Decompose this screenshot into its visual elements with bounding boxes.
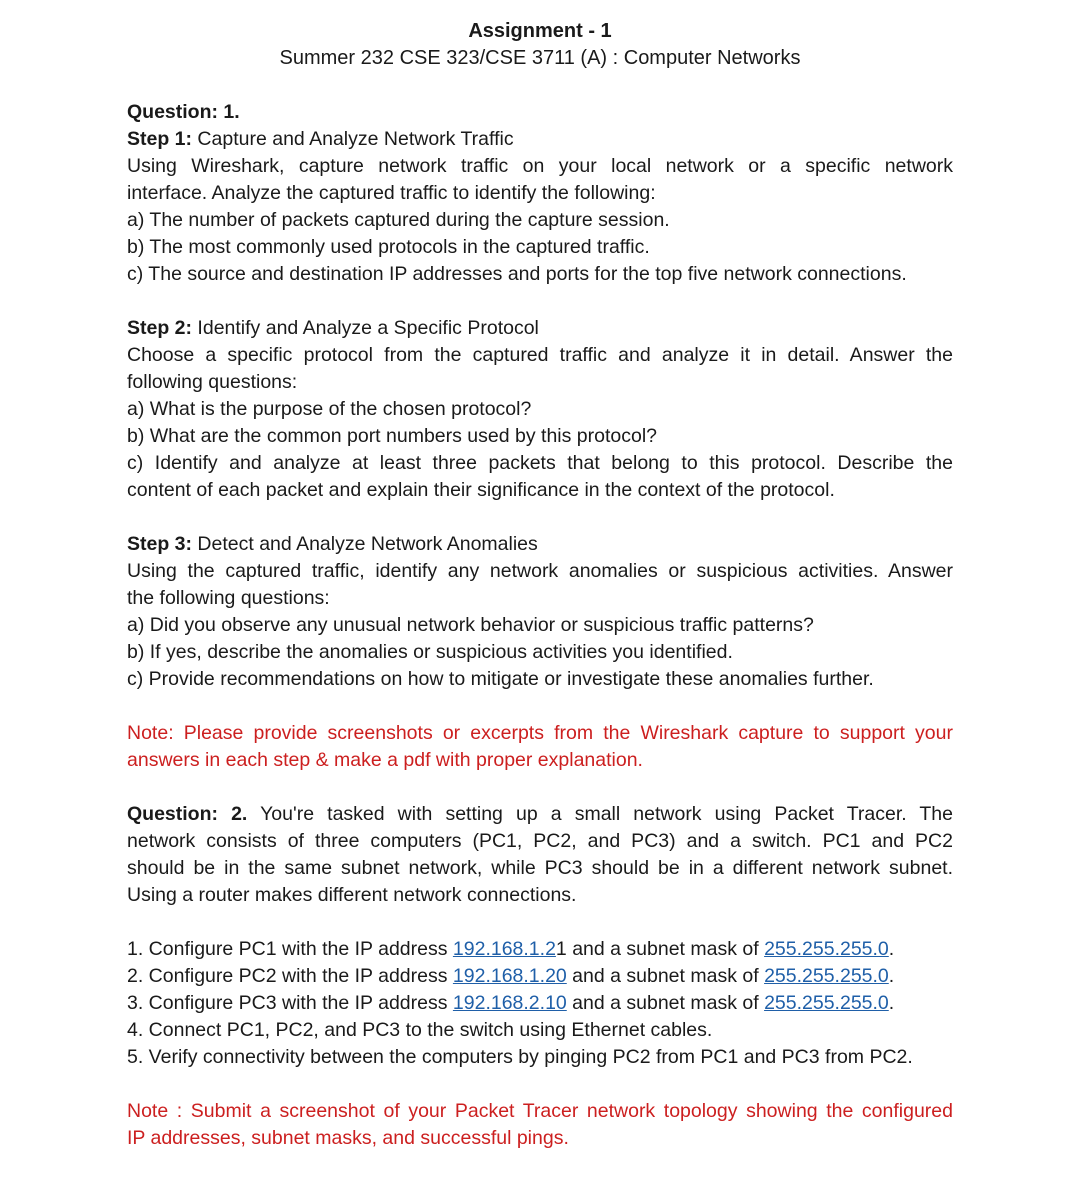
step-1-item-b: b) The most commonly used protocols in the captured traffic.: [127, 236, 650, 258]
step-2-heading: Step 2: Identify and Analyze a Specific Protocol: [127, 317, 539, 339]
step-2-item-c-line-1: c) Identify and analyze at least three packets that belong to this protocol. Describe the: [127, 452, 953, 474]
step-2-item-c-line-2: content of each packet and explain their significance in the context of the protocol.: [127, 479, 835, 501]
question-2-intro-line-3: should be in the same subnet network, while PC3 should be in a different network subnet.: [127, 857, 953, 879]
question-1-note-line-2: answers in each step & make a pdf with proper explanation.: [127, 749, 643, 771]
task-item-3: 3. Configure PC3 with the IP address 192.168.2.10 and a subnet mask of 255.255.255.0.: [127, 992, 895, 1014]
step-3-item-b: b) If yes, describe the anomalies or suspicious activities you identified.: [127, 641, 733, 663]
question-2-intro-line-2: network consists of three computers (PC1, PC2, and PC3) and a switch. PC1 and PC2: [127, 830, 953, 852]
step-2-item-a: a) What is the purpose of the chosen protocol?: [127, 398, 532, 420]
question-2-note-line-2: IP addresses, subnet masks, and successful pings.: [127, 1127, 569, 1149]
step-1-item-c: c) The source and destination IP addresses and ports for the top five network connections.: [127, 263, 907, 285]
pc2-ip-link[interactable]: 192.168.1.20: [452, 965, 567, 987]
question-1-note-line-1: Note: Please provide screenshots or excerpts from the Wireshark capture to support your: [127, 722, 953, 744]
step-2-intro-line-1: Choose a specific protocol from the captured traffic and analyze it in detail. Answer the: [127, 344, 953, 366]
step-3-intro-line-1: Using the captured traffic, identify any network anomalies or suspicious activities. Answer: [127, 560, 953, 582]
course-subtitle: Summer 232 CSE 323/CSE 3711 (A) : Computer Networks: [279, 47, 801, 69]
pc1-mask-link[interactable]: 255.255.255.0: [764, 938, 889, 960]
question-1-label: Question: 1.: [127, 101, 240, 123]
pc1-ip-link[interactable]: 192.168.1.2: [452, 938, 556, 960]
step-3-item-a: a) Did you observe any unusual network behavior or suspicious traffic patterns?: [127, 614, 814, 636]
task-item-2: 2. Configure PC2 with the IP address 192.168.1.20 and a subnet mask of 255.255.255.0.: [127, 965, 895, 987]
step-1-intro-line-1: Using Wireshark, capture network traffic on your local network or a specific network: [127, 155, 953, 177]
document-header: [0, 18, 1080, 72]
task-item-4: 4. Connect PC1, PC2, and PC3 to the switch using Ethernet cables.: [127, 1019, 713, 1041]
step-3-heading: Step 3: Detect and Analyze Network Anomalies: [127, 533, 538, 555]
assignment-title: Assignment - 1: [468, 20, 612, 42]
task-item-5: 5. Verify connectivity between the computers by pinging PC2 from PC1 and PC3 from PC2.: [127, 1046, 913, 1068]
pc2-mask-link[interactable]: 255.255.255.0: [764, 965, 889, 987]
pc3-ip-link[interactable]: 192.168.2.10: [452, 992, 567, 1014]
step-2-item-b: b) What are the common port numbers used by this protocol?: [127, 425, 658, 447]
step-3-item-c: c) Provide recommendations on how to mitigate or investigate these anomalies further.: [127, 668, 874, 690]
step-2-intro-line-2: following questions:: [127, 371, 298, 393]
task-item-1: 1. Configure PC1 with the IP address 192.168.1.21 and a subnet mask of 255.255.255.0.: [127, 938, 895, 960]
question-2-intro-line-4: Using a router makes different network connections.: [127, 884, 577, 906]
step-3-intro-line-2: the following questions:: [127, 587, 330, 609]
question-2-note-line-1: Note : Submit a screenshot of your Packet Tracer network topology showing the configured: [127, 1100, 953, 1122]
step-1-item-a: a) The number of packets captured during the capture session.: [127, 209, 670, 231]
step-1-heading: Step 1: Capture and Analyze Network Traffic: [127, 128, 514, 150]
pc3-mask-link[interactable]: 255.255.255.0: [764, 992, 889, 1014]
document-body: [127, 99, 953, 1152]
question-2-intro-line-1: Question: 2. You're tasked with setting up a small network using Packet Tracer. The: [127, 803, 953, 825]
step-1-intro-line-2: interface. Analyze the captured traffic to identify the following:: [127, 182, 656, 204]
